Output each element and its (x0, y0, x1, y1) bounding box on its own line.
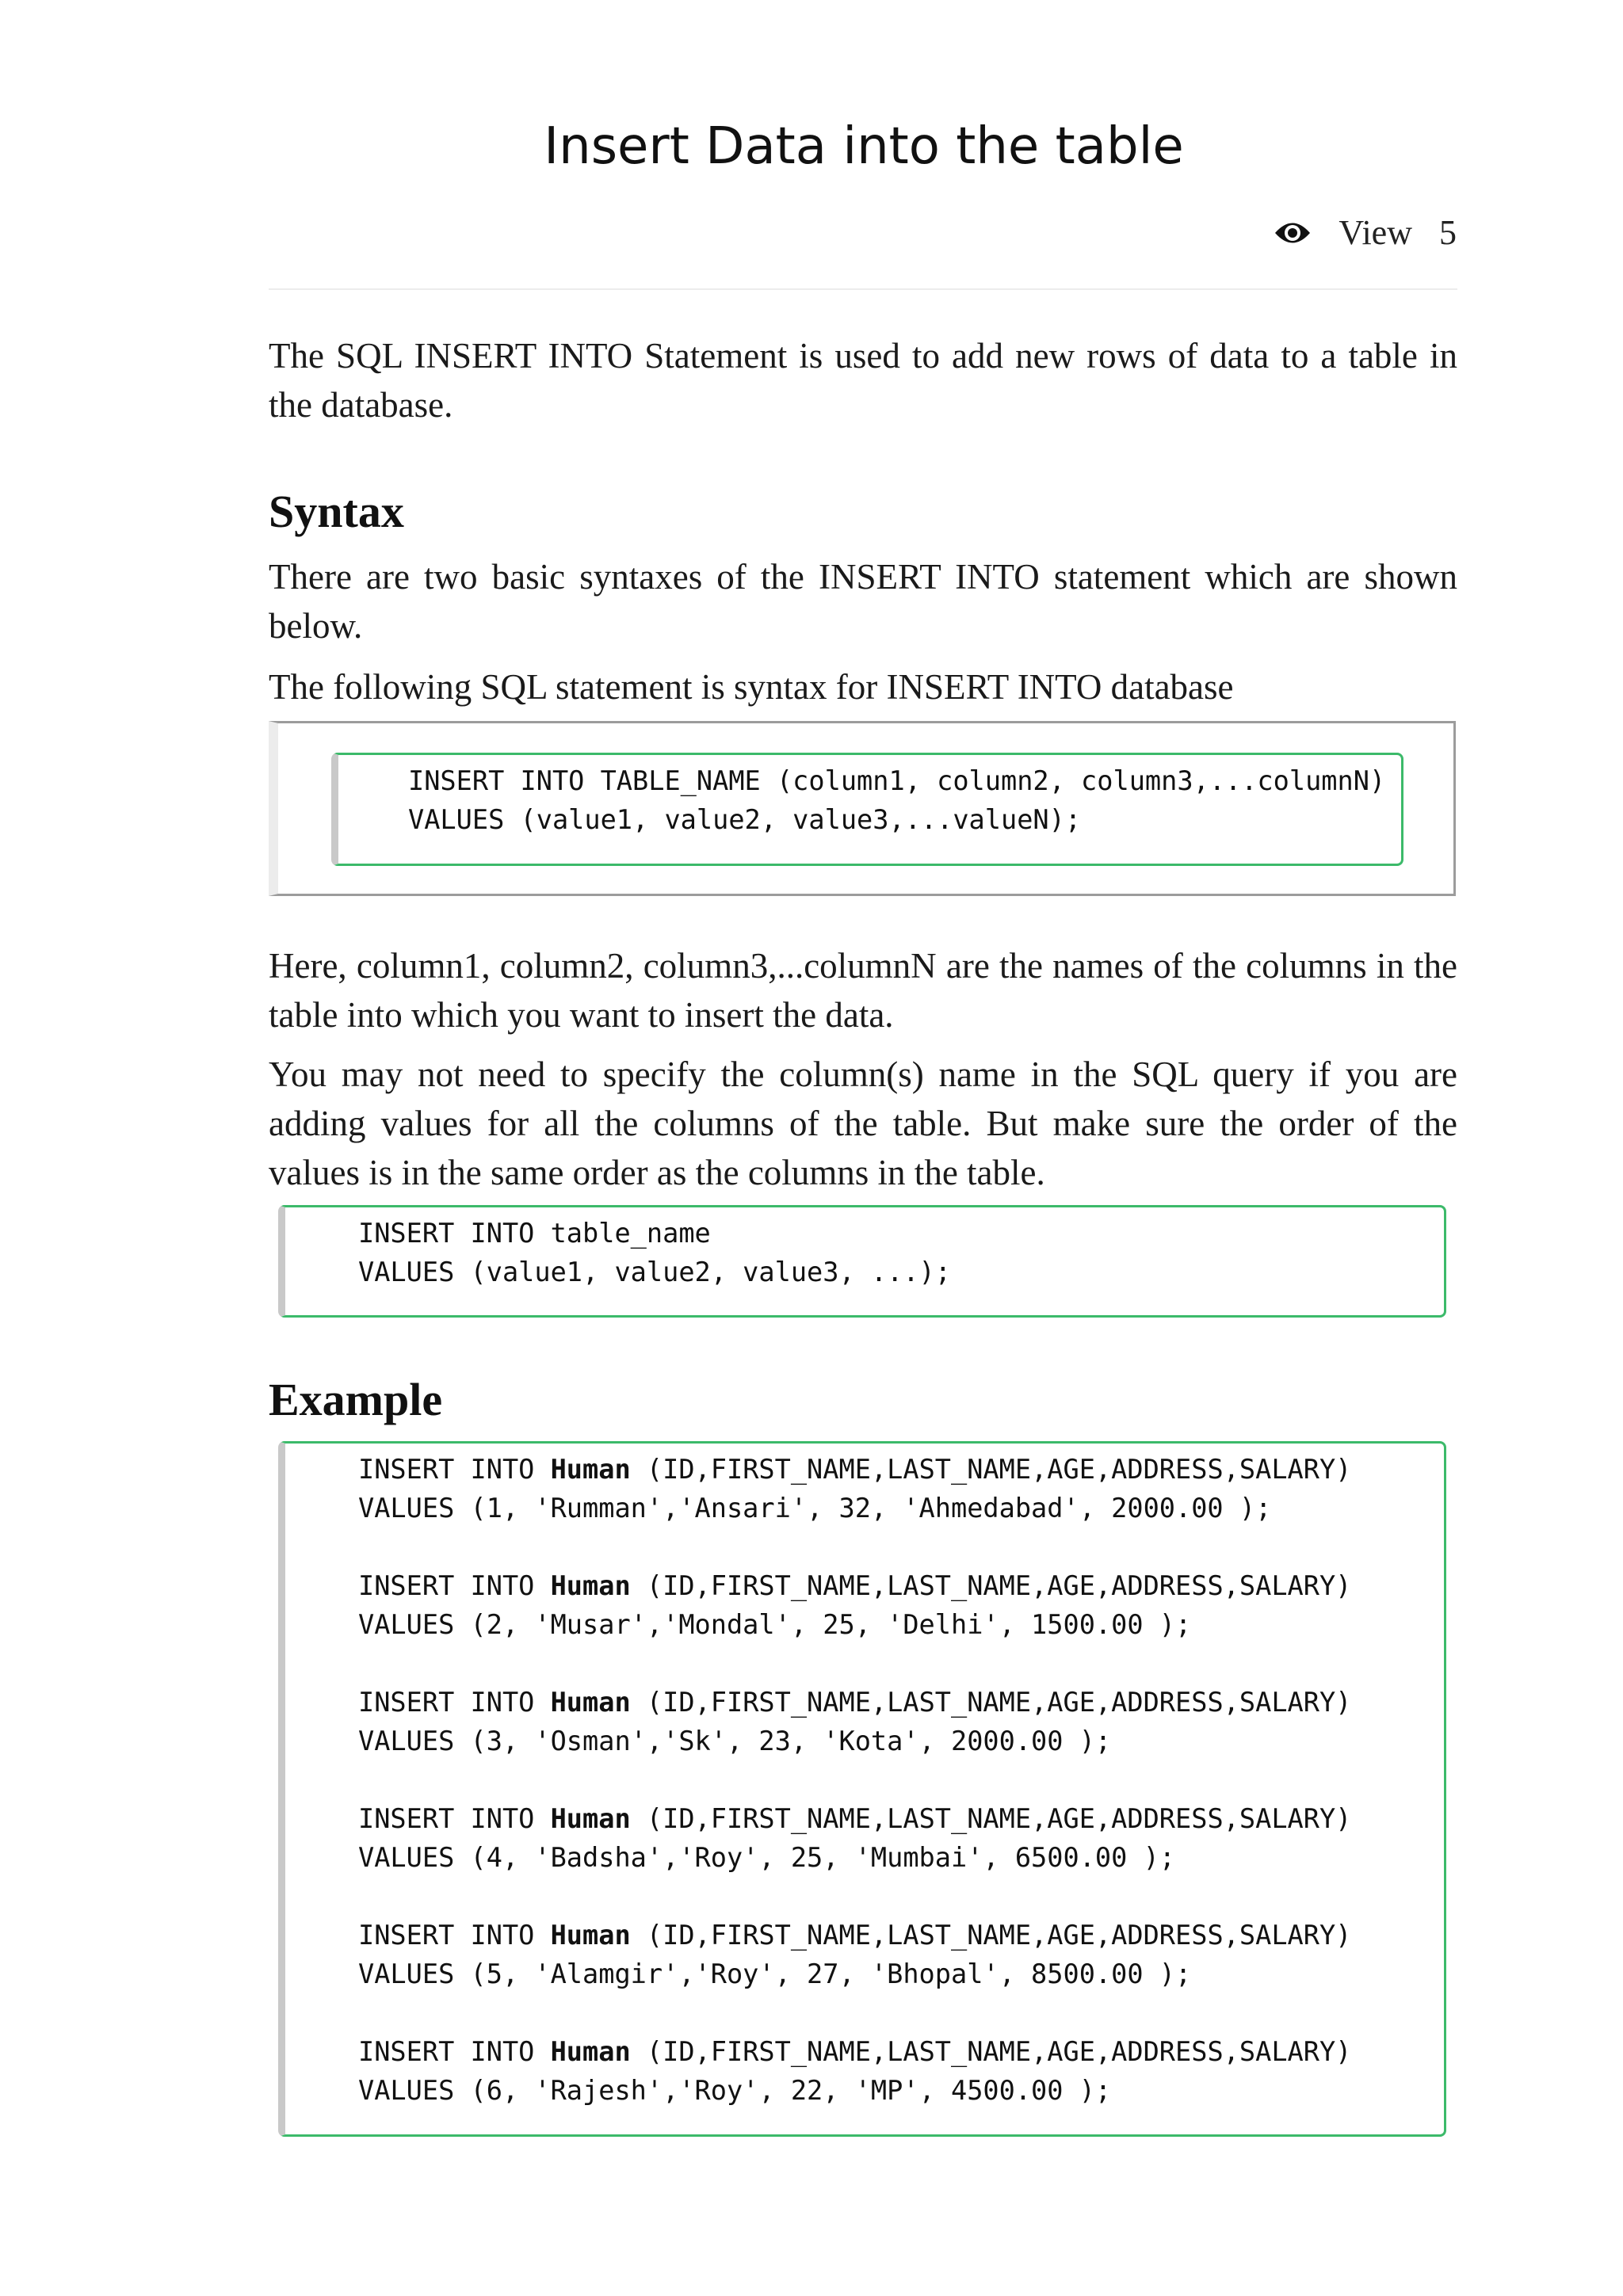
divider (269, 288, 1457, 290)
syntax-paragraph-2: The following SQL statement is syntax for INSERT INTO database (269, 667, 1234, 707)
code-line: INSERT INTO Human (ID,FIRST_NAME,LAST_NAME,AGE,ADDRESS,SALARY) (358, 1570, 1352, 1601)
syntax-code-block-1 (331, 753, 1403, 866)
syntax-heading: Syntax (269, 486, 404, 537)
code-line: VALUES (4, 'Badsha','Roy', 25, 'Mumbai', 6500.00 ); (358, 1842, 1176, 1873)
syntax-paragraph-4: You may not need to specify the column(s) name in the SQL query if you are adding values for all the columns of the table. But make sure the order of the values is in the same order as the columns in the table. (269, 1055, 1457, 1192)
table-name: Human (550, 1570, 631, 1601)
eye-icon (1274, 218, 1312, 248)
code-line: VALUES (6, 'Rajesh','Roy', 22, 'MP', 4500.00 ); (358, 2075, 1112, 2106)
code-line: VALUES (5, 'Alamgir','Roy', 27, 'Bhopal', 8500.00 ); (358, 1958, 1192, 1989)
example-statement (358, 1450, 1444, 1527)
page-title: Insert Data into the table (544, 117, 1184, 176)
example-statement (358, 1799, 1444, 1877)
table-name: Human (550, 1687, 631, 1718)
syntax-paragraph-1: There are two basic syntaxes of the INSERT INTO statement which are shown below. (269, 557, 1457, 646)
table-name: Human (550, 1454, 631, 1485)
table-name: Human (550, 1920, 631, 1951)
page-title-wrap (0, 117, 1623, 176)
table-name: Human (550, 2036, 631, 2067)
syntax-code-block-2 (278, 1205, 1446, 1318)
table-name: Human (550, 1803, 631, 1834)
code-line: INSERT INTO Human (ID,FIRST_NAME,LAST_NAME,AGE,ADDRESS,SALARY) (358, 1920, 1352, 1951)
code-line: INSERT INTO table_name (358, 1218, 711, 1249)
example-statement (358, 1916, 1444, 1993)
syntax-paragraph-3: Here, column1, column2, column3,...columnN are the names of the columns in the table into which you want to insert the data. (269, 946, 1457, 1035)
view-label: View (1338, 213, 1412, 252)
code-line: INSERT INTO Human (ID,FIRST_NAME,LAST_NAME,AGE,ADDRESS,SALARY) (358, 2036, 1352, 2067)
code-line: VALUES (2, 'Musar','Mondal', 25, 'Delhi', 1500.00 ); (358, 1609, 1192, 1640)
example-code-block (278, 1441, 1446, 2137)
view-counter (1274, 212, 1457, 253)
example-statement (358, 2032, 1444, 2110)
code-line: VALUES (1, 'Rumman','Ansari', 32, 'Ahmedabad', 2000.00 ); (358, 1493, 1272, 1524)
code-line: INSERT INTO Human (ID,FIRST_NAME,LAST_NAME,AGE,ADDRESS,SALARY) (358, 1454, 1352, 1485)
view-count: 5 (1439, 213, 1457, 252)
code-line: INSERT INTO Human (ID,FIRST_NAME,LAST_NAME,AGE,ADDRESS,SALARY) (358, 1803, 1352, 1834)
code-line: VALUES (value1, value2, value3, ...); (358, 1257, 951, 1287)
example-heading: Example (269, 1374, 443, 1425)
example-statement (358, 1566, 1444, 1644)
intro-paragraph: The SQL INSERT INTO Statement is used to add new rows of data to a table in the database. (269, 336, 1457, 425)
code-line: VALUES (value1, value2, value3,...valueN); (408, 804, 1082, 835)
code-line: VALUES (3, 'Osman','Sk', 23, 'Kota', 2000.00 ); (358, 1726, 1112, 1756)
code-line: INSERT INTO TABLE_NAME (column1, column2, column3,...columnN) (408, 765, 1386, 796)
code-line: INSERT INTO Human (ID,FIRST_NAME,LAST_NAME,AGE,ADDRESS,SALARY) (358, 1687, 1352, 1718)
example-statement (358, 1683, 1444, 1760)
